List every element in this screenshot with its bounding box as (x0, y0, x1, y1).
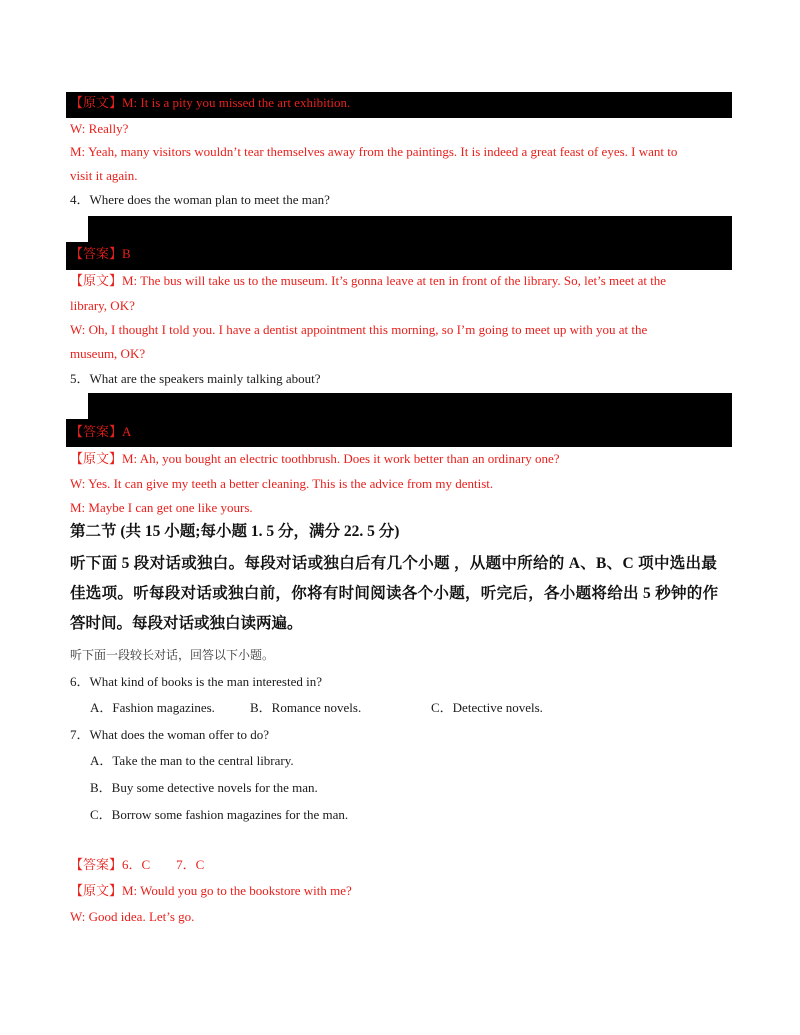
redaction-bar (66, 419, 732, 447)
option-a: A．Take the man to the central library. (90, 753, 294, 768)
question-4: 4．Where does the woman plan to meet the man? (70, 192, 330, 207)
instructions-line: 答时间。每段对话或独白读两遍。 (70, 615, 303, 632)
redaction-bar (66, 242, 732, 270)
transcript-line: 【原文】M: Ah, you bought an electric toothbrush. Does it work better than an ordinary one? (70, 451, 560, 466)
option-b: B．Romance novels. (250, 700, 362, 715)
question-5: 5．What are the speakers mainly talking about? (70, 371, 321, 386)
dialogue-intro: 听下面一段较长对话，回答以下小题。 (70, 648, 275, 662)
transcript-line: W: Oh, I thought I told you. I have a dentist appointment this morning, so I’m going to meet up with you at the (70, 322, 648, 337)
question-6: 6．What kind of books is the man interested in? (70, 674, 323, 689)
transcript-line: 【原文】M: Would you go to the bookstore with me? (70, 883, 352, 898)
transcript-line: library, OK? (70, 298, 135, 313)
transcript-line: M: Yeah, many visitors wouldn’t tear themselves away from the paintings. It is indeed a great feast of eyes. I want to (70, 144, 678, 159)
answer-5: 【答案】A (70, 424, 132, 439)
transcript-line: W: Yes. It can give my teeth a better cleaning. This is the advice from my dentist. (70, 476, 494, 491)
section-heading: 第二节 (共 15 小题;每小题 1. 5 分，满分 22. 5 分) (70, 523, 400, 540)
option-c: C．Detective novels. (431, 700, 543, 715)
redaction-bar (88, 216, 732, 244)
transcript-line: 【原文】M: The bus will take us to the museum. It’s gonna leave at ten in front of the library. So, let’s meet at the (70, 273, 667, 288)
transcript-line: M: Maybe I can get one like yours. (70, 500, 253, 515)
instructions-line: 佳选项。听每段对话或独白前，你将有时间阅读各个小题，听完后，各小题将给出 5 秒钟的作 (70, 585, 719, 602)
transcript-line: museum, OK? (70, 346, 146, 361)
option-a: A．Fashion magazines. (90, 700, 215, 715)
instructions-line: 听下面 5 段对话或独白。每段对话或独白后有几个小题 ，从题中所给的 A、B、C 项中选出最 (70, 555, 718, 572)
transcript-line: W: Really? (70, 121, 129, 136)
redaction-bar (88, 393, 732, 421)
option-b: B．Buy some detective novels for the man. (90, 780, 318, 795)
option-c: C．Borrow some fashion magazines for the man. (90, 807, 349, 822)
question-7: 7．What does the woman offer to do? (70, 727, 270, 742)
transcript-line: W: Good idea. Let’s go. (70, 909, 195, 924)
answer-4: 【答案】B (70, 246, 131, 261)
transcript-line: 【原文】M: It is a pity you missed the art exhibition. (70, 95, 351, 110)
transcript-line: visit it again. (70, 168, 138, 183)
answer-6-7: 【答案】6．C 7．C (70, 857, 205, 872)
